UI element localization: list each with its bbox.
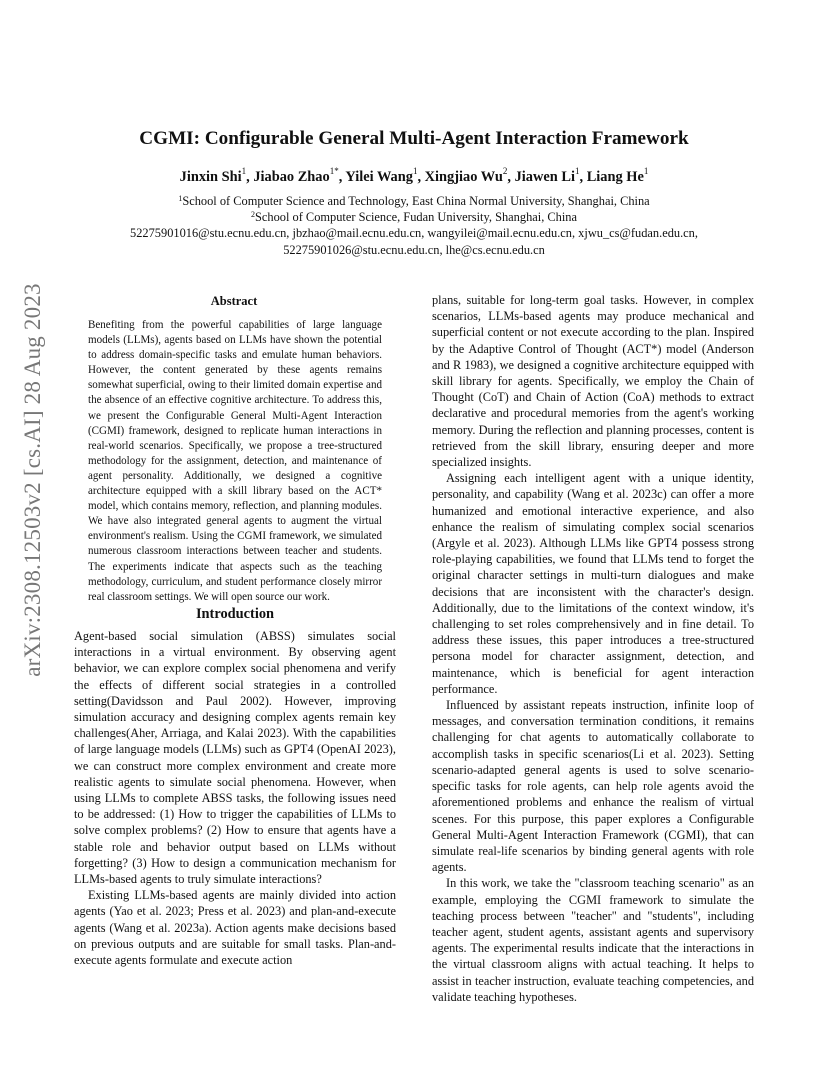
- author-name: Liang He: [586, 169, 644, 185]
- arxiv-identifier-text: arXiv:2308.12503v2 [cs.AI] 28 Aug 2023: [20, 283, 45, 677]
- abstract-text: Benefiting from the powerful capabilities of large language models (LLMs), agents based on LLMs have shown the potential to address domain-specific tasks and emulate human behaviors. However, the content generated by these agents remains somewhat superficial, owing to their limited domain expertise and the absence of an effective cognitive architecture. To address this, we present the Configurable General Multi-Agent Interaction (CGMI) framework, designed to replicate human interactions in real-world scenarios. Specifically, we propose a tree-structured methodology for the assignment, detection, and maintenance of agent personality. Additionally, we designed a cognitive architecture equipped with a skill library based on the ACT* model, which contains memory, reflection, and planning modules. We have also integrated general agents to augment the virtual environment's realism. Using the CGMI framework, we simulated numerous classroom interactions between teacher and students. The experiments indicate that aspects such as the teaching methodology, curriculum, and student performance closely mirror real classroom settings. We will open source our work.: [88, 319, 382, 603]
- affiliation-1: [0, 193, 828, 209]
- affiliation-text: School of Computer Science, Fudan University, Shanghai, China: [255, 210, 577, 224]
- email-line: 52275901026@stu.ecnu.edu.cn, lhe@cs.ecnu.edu.cn: [283, 243, 545, 257]
- paper-title: CGMI: Configurable General Multi-Agent Interaction Framework: [139, 128, 689, 149]
- body-paragraph: Existing LLMs-based agents are mainly divided into action agents (Yao et al. 2023; Press et al. 2023) and plan-and-execute agents (Wang et al. 2023a). Action agents make decisions based on previous outputs and are suitable for small tasks. Plan-and-execute agents formulate and execute action: [74, 888, 396, 968]
- arxiv-side-identifier: [16, 283, 50, 677]
- affiliation-mark: 1: [178, 194, 183, 203]
- author-affiliation-mark: 2: [502, 166, 508, 176]
- author-name: Jinxin Shi: [179, 169, 242, 185]
- author-name: Xingjiao Wu: [424, 169, 503, 185]
- body-paragraph: Agent-based social simulation (ABSS) simulates social interactions in a virtual environment. By observing agent behavior, we can explore complex social phenomena and verify the effects of different social strategies in a controlled setting(Davidsson and Paul 2002). However, improving simulation accuracy and designing complex agents remain key challenges(Aher, Arriaga, and Kalai 2023). With the capabilities of large language models (LLMs) such as GPT4 (OpenAI 2023), we can construct more complex environment and create more realistic agents to simulate social phenomena. However, when using LLMs to complete ABSS tasks, the following issues need to be addressed: (1) How to trigger the capabilities of LLMs to solve complex problems? (2) How to ensure that agents have a stable role and behavior output based on LLMs without forgetting? (3) How to design a communication mechanism for LLMs-based agents to truly simulate interactions?: [74, 629, 396, 887]
- introduction-heading: Introduction: [195, 606, 275, 622]
- body-paragraph: Influenced by assistant repeats instruction, infinite loop of messages, and conversation termination conditions, it remains challenging for chat agents to automatically collaborate to accomplish tasks in specific scenarios(Li et al. 2023). Setting scenario-adapted general agents is used to solve scenario-specific tasks for role agents, can help role agents avoid the aforementioned problems and enhance the realism of virtual scenes. For this purpose, this paper explores a Configurable General Multi-Agent Interaction Framework (CGMI), that can simulate real-life scenarios by binding general agents with role agents.: [432, 698, 754, 875]
- abstract-heading: Abstract: [210, 294, 258, 308]
- email-line: 52275901016@stu.ecnu.edu.cn, jbzhao@mail.ecnu.edu.cn, wangyilei@mail.ecnu.edu.cn, xjwu_cs@fudan.edu.cn,: [130, 226, 698, 240]
- body-paragraph: plans, suitable for long-term goal tasks. However, in complex scenarios, LLMs-based agents may produce mechanical and superficial content or not execute according to the plan. Inspired by the Adaptive Control of Thought (ACT*) model (Anderson and R 1983), we designed a cognitive architecture equipped with skill library for agents. Specifically, we employ the Chain of Thought (CoT) and Chain of Action (CoA) methods to extract declarative and procedural memories from the agent's working memory. During the reflection and planning processes, content is retrieved from the skill library, ensuring deeper and more specialized insights.: [432, 293, 754, 470]
- body-paragraph: Assigning each intelligent agent with a unique identity, personality, and capability (Wang et al. 2023c) can offer a more humanized and emotional interactive experience, and also enhance the realism of simulating complex social scenarios (Argyle et al. 2023). Although LLMs like GPT4 possess strong role-playing capabilities, we found that LLMs tend to forget the original character settings in multi-turn dialogues and make decisions that are inconsistent with the character's design. Additionally, due to the limitations of the context window, it's challenging to set roles comprehensively and in fine detail. To address these issues, this paper introduces a tree-structured persona model for character assignment, detection, and maintenance, which is beneficial for agent interaction performance.: [432, 471, 754, 696]
- body-paragraph: In this work, we take the "classroom teaching scenario" as an example, employing the CGMI framework to simulate the teaching process between "teacher" and "students", including teacher agent, student agents, assistant agents and supervisory agents. The experimental results indicate that the interactions in the virtual classroom aligns with actual teaching. It helps to assist in teacher instruction, evaluate teaching competencies, and validate teaching hypotheses.: [432, 876, 754, 1004]
- author-name: Yilei Wang: [345, 169, 413, 185]
- author-affiliation-mark: 1: [574, 166, 580, 176]
- author-list: Jinxin Shi$^1$, Jiabao Zhao$^{1*}$, Yilei Wang$^1$, Xingjiao Wu$^2$, Jiawen Li$^1$, Liang He$^1$: [179, 166, 649, 185]
- affiliation-mark: 2: [251, 210, 255, 219]
- left-column-text: [74, 628, 396, 968]
- author-affiliation-mark: 1*: [329, 166, 339, 176]
- author-emails: [60, 225, 768, 259]
- affiliation-text: School of Computer Science and Technology, East China Normal University, Shanghai, China: [182, 194, 650, 208]
- author-affiliation-mark: 1: [412, 166, 418, 176]
- author-affiliation-mark: 1: [241, 166, 247, 176]
- author-name: Jiawen Li: [514, 169, 575, 185]
- affiliation-2: [0, 209, 828, 225]
- author-affiliation-mark: 1: [643, 166, 649, 176]
- author-name: Jiabao Zhao: [253, 169, 330, 185]
- right-column-text: [432, 292, 754, 1005]
